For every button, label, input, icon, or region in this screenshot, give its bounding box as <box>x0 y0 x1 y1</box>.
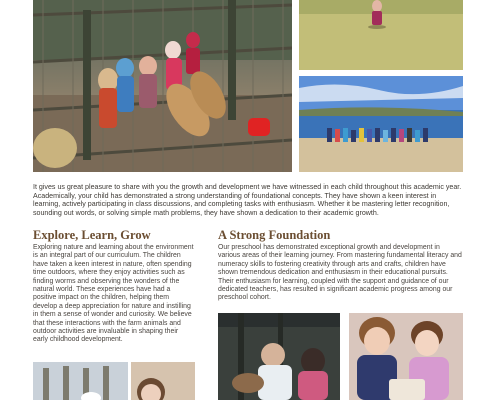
intro-paragraph: It gives us great pleasure to share with you the growth and development we have witnessed in each child throughout this academic year. Academically, your child has demonstrated a strong understanding of foundational concepts. They have shown a keen interest in learning, actively participating in class discussions, and completing tasks with enthusiasm. Whether it be mastering letter recognition, sounding out words, or solving simple math problems, they have shown a dedication to their academic growth. <box>33 183 462 218</box>
photo-child-portrait-art <box>131 362 195 400</box>
photo-child-in-field <box>299 0 463 70</box>
photo-group-at-lake <box>299 76 463 172</box>
section-body-explore: Exploring nature and learning about the environment is an integral part of our curriculum. The children have taken a keen interest in nature, often spending time outdoors, where they enjoy activities such as finding worms and observing the wonders of the natural world. These experiences have had a positive impact on the children, helping them develop a deep appreciation for nature and instilling in them a sense of wonder and curiosity. We believe that these interactions with the farm animals and outdoor activities are invaluable in shaping their early childhood development. <box>33 244 194 344</box>
section-body-foundation: Our preschool has demonstrated exceptional growth and development in various areas of their learning journey. From mastering fundamental literacy and numeracy skills to fostering creativity through arts and crafts, children have shown tremendous dedication and enthusiasm in their educational pursuits. Their enthusiasm for learning, coupled with the support and guidance of our dedicated teachers, has resulted in significant academic progress among our preschool cohort. <box>218 244 462 302</box>
photo-children-goats-art <box>33 0 292 172</box>
section-heading-foundation: A Strong Foundation <box>218 228 331 242</box>
photo-children-with-animal <box>218 313 340 400</box>
section-heading-explore: Explore, Learn, Grow <box>33 228 151 242</box>
photo-child-portrait <box>131 362 195 400</box>
photo-girls-crafting-art <box>349 313 463 400</box>
photo-girls-crafting <box>349 313 463 400</box>
photo-children-goats <box>33 0 292 172</box>
photo-snowy-fence <box>33 362 128 400</box>
photo-snowy-fence-art <box>33 362 128 400</box>
photo-children-with-animal-art <box>218 313 340 400</box>
photo-child-in-field-art <box>299 0 463 70</box>
photo-group-at-lake-art <box>299 76 463 172</box>
